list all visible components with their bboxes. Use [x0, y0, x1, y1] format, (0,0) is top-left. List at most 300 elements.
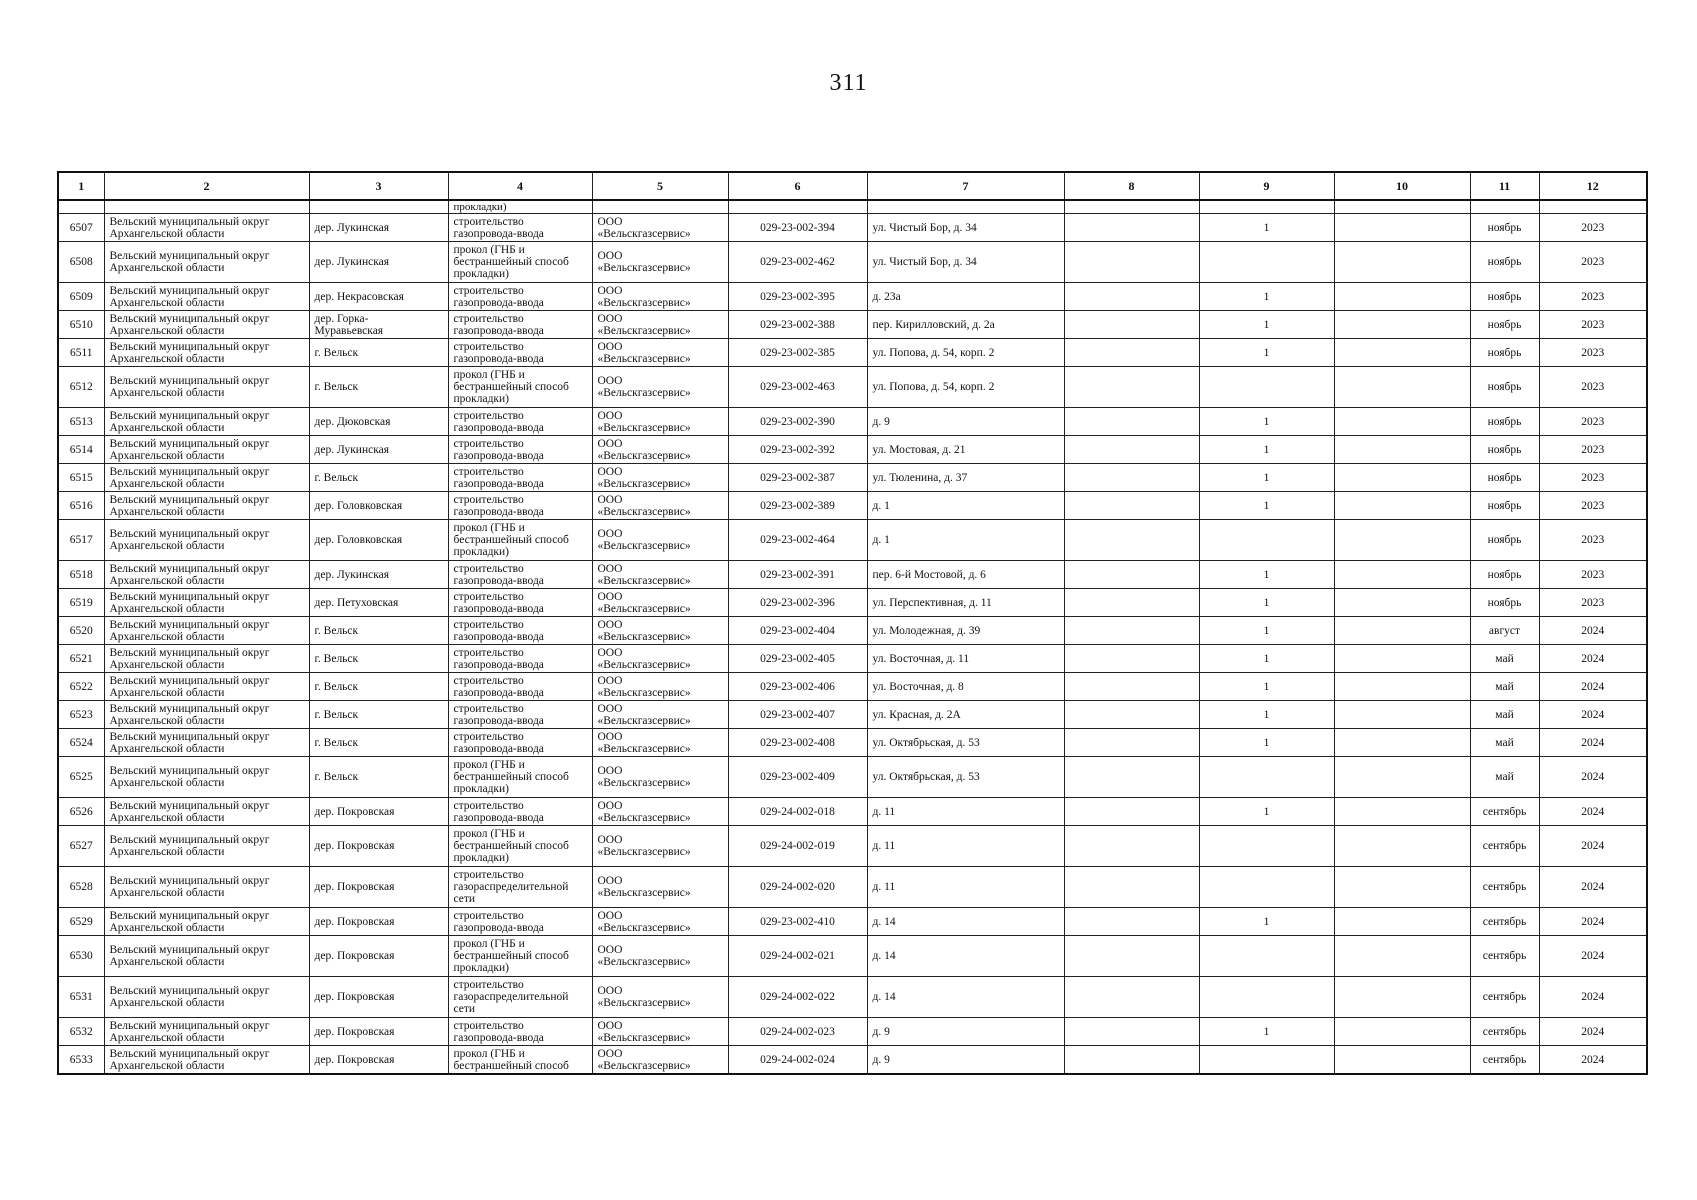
permit-number-cell: 029-24-002-024 — [728, 1046, 867, 1075]
permit-number-cell: 029-23-002-389 — [728, 492, 867, 520]
count-cell: 1 — [1199, 283, 1334, 311]
column-10-cell — [1334, 673, 1470, 701]
settlement-cell: г. Вельск — [309, 339, 448, 367]
address-cell: д. 9 — [867, 408, 1064, 436]
permit-number-cell: 029-23-002-462 — [728, 242, 867, 283]
month-cell: август — [1470, 617, 1539, 645]
row-number-cell: 6512 — [58, 367, 104, 408]
district-cell: Вельский муниципальный округ Архангельской области — [104, 936, 309, 977]
permit-number-cell: 029-23-002-387 — [728, 464, 867, 492]
table-row — [58, 520, 1647, 561]
table-row — [58, 589, 1647, 617]
column-header: 11 — [1470, 172, 1539, 200]
work-type-cell: строительство газопровода-ввода — [448, 436, 592, 464]
column-8-cell — [1064, 673, 1199, 701]
work-type-cell: прокол (ГНБ и бестраншейный способ прокладки) — [448, 757, 592, 798]
year-cell: 2024 — [1539, 798, 1647, 826]
year-cell: 2023 — [1539, 589, 1647, 617]
count-cell: 1 — [1199, 408, 1334, 436]
count-cell: 1 — [1199, 908, 1334, 936]
settlement-cell: дер. Горка- Муравьевская — [309, 311, 448, 339]
organization-cell: ООО «Вельскгазсервис» — [592, 408, 728, 436]
address-cell: д. 11 — [867, 798, 1064, 826]
column-8-cell — [1064, 283, 1199, 311]
column-8-cell — [1064, 408, 1199, 436]
district-cell: Вельский муниципальный округ Архангельской области — [104, 908, 309, 936]
table-row — [58, 729, 1647, 757]
month-cell: май — [1470, 673, 1539, 701]
table-cell — [1470, 200, 1539, 214]
organization-cell: ООО «Вельскгазсервис» — [592, 214, 728, 242]
settlement-cell: г. Вельск — [309, 464, 448, 492]
column-8-cell — [1064, 589, 1199, 617]
organization-cell: ООО «Вельскгазсервис» — [592, 561, 728, 589]
year-cell: 2024 — [1539, 673, 1647, 701]
table-row — [58, 561, 1647, 589]
month-cell: сентябрь — [1470, 1046, 1539, 1075]
table-row — [58, 673, 1647, 701]
month-cell: ноябрь — [1470, 589, 1539, 617]
count-cell: 1 — [1199, 464, 1334, 492]
work-type-cell: строительство газопровода-ввода — [448, 589, 592, 617]
column-10-cell — [1334, 617, 1470, 645]
settlement-cell: дер. Дюковская — [309, 408, 448, 436]
table-cell — [1064, 200, 1199, 214]
column-8-cell — [1064, 367, 1199, 408]
district-cell: Вельский муниципальный округ Архангельской области — [104, 561, 309, 589]
organization-cell: ООО «Вельскгазсервис» — [592, 798, 728, 826]
permit-number-cell: 029-23-002-391 — [728, 561, 867, 589]
district-cell: Вельский муниципальный округ Архангельской области — [104, 673, 309, 701]
year-cell: 2024 — [1539, 977, 1647, 1018]
table-row — [58, 283, 1647, 311]
year-cell: 2024 — [1539, 1046, 1647, 1075]
address-cell: ул. Красная, д. 2А — [867, 701, 1064, 729]
work-type-cell: строительство газопровода-ввода — [448, 492, 592, 520]
permit-number-cell: 029-23-002-385 — [728, 339, 867, 367]
column-8-cell — [1064, 464, 1199, 492]
permit-number-cell: 029-23-002-406 — [728, 673, 867, 701]
district-cell: Вельский муниципальный округ Архангельской области — [104, 520, 309, 561]
address-cell: ул. Молодежная, д. 39 — [867, 617, 1064, 645]
year-cell: 2024 — [1539, 867, 1647, 908]
column-10-cell — [1334, 826, 1470, 867]
permit-number-cell: 029-24-002-023 — [728, 1018, 867, 1046]
header-row — [58, 172, 1647, 200]
column-10-cell — [1334, 283, 1470, 311]
organization-cell: ООО «Вельскгазсервис» — [592, 464, 728, 492]
table-row — [58, 408, 1647, 436]
column-10-cell — [1334, 701, 1470, 729]
year-cell: 2024 — [1539, 908, 1647, 936]
row-number-cell: 6527 — [58, 826, 104, 867]
settlement-cell: г. Вельск — [309, 367, 448, 408]
address-cell: д. 9 — [867, 1018, 1064, 1046]
month-cell: ноябрь — [1470, 283, 1539, 311]
address-cell: д. 14 — [867, 936, 1064, 977]
permit-number-cell: 029-24-002-018 — [728, 798, 867, 826]
work-type-cell: строительство газопровода-ввода — [448, 673, 592, 701]
settlement-cell: дер. Покровская — [309, 798, 448, 826]
organization-cell: ООО «Вельскгазсервис» — [592, 826, 728, 867]
work-type-cell: строительство газопровода-ввода — [448, 729, 592, 757]
column-header: 9 — [1199, 172, 1334, 200]
organization-cell: ООО «Вельскгазсервис» — [592, 908, 728, 936]
count-cell — [1199, 242, 1334, 283]
table-row — [58, 757, 1647, 798]
count-cell: 1 — [1199, 311, 1334, 339]
permit-number-cell: 029-23-002-409 — [728, 757, 867, 798]
work-type-cell: прокол (ГНБ и бестраншейный способ прокладки) — [448, 936, 592, 977]
month-cell: ноябрь — [1470, 520, 1539, 561]
district-cell: Вельский муниципальный округ Архангельской области — [104, 977, 309, 1018]
organization-cell: ООО «Вельскгазсервис» — [592, 242, 728, 283]
count-cell: 1 — [1199, 436, 1334, 464]
year-cell: 2024 — [1539, 757, 1647, 798]
work-type-cell: строительство газопровода-ввода — [448, 701, 592, 729]
district-cell: Вельский муниципальный округ Архангельской области — [104, 589, 309, 617]
column-10-cell — [1334, 242, 1470, 283]
table-row — [58, 492, 1647, 520]
permit-number-cell: 029-23-002-394 — [728, 214, 867, 242]
column-header: 7 — [867, 172, 1064, 200]
month-cell: май — [1470, 757, 1539, 798]
column-10-cell — [1334, 867, 1470, 908]
month-cell: сентябрь — [1470, 1018, 1539, 1046]
year-cell: 2024 — [1539, 729, 1647, 757]
row-number-cell: 6529 — [58, 908, 104, 936]
count-cell: 1 — [1199, 673, 1334, 701]
address-cell: ул. Чистый Бор, д. 34 — [867, 242, 1064, 283]
settlement-cell: г. Вельск — [309, 701, 448, 729]
month-cell: сентябрь — [1470, 867, 1539, 908]
column-10-cell — [1334, 798, 1470, 826]
year-cell: 2023 — [1539, 561, 1647, 589]
district-cell: Вельский муниципальный округ Архангельской области — [104, 367, 309, 408]
permit-number-cell: 029-23-002-388 — [728, 311, 867, 339]
month-cell: ноябрь — [1470, 561, 1539, 589]
count-cell — [1199, 757, 1334, 798]
organization-cell: ООО «Вельскгазсервис» — [592, 367, 728, 408]
address-cell: ул. Восточная, д. 11 — [867, 645, 1064, 673]
table-row — [58, 826, 1647, 867]
count-cell — [1199, 936, 1334, 977]
work-type-cell: строительство газопровода-ввода — [448, 908, 592, 936]
settlement-cell: дер. Головковская — [309, 520, 448, 561]
table-cell — [867, 200, 1064, 214]
organization-cell: ООО «Вельскгазсервис» — [592, 673, 728, 701]
column-8-cell — [1064, 757, 1199, 798]
column-header: 12 — [1539, 172, 1647, 200]
district-cell: Вельский муниципальный округ Архангельской области — [104, 492, 309, 520]
settlement-cell: дер. Головковская — [309, 492, 448, 520]
settlement-cell: дер. Лукинская — [309, 561, 448, 589]
organization-cell: ООО «Вельскгазсервис» — [592, 589, 728, 617]
column-8-cell — [1064, 214, 1199, 242]
row-number-cell: 6510 — [58, 311, 104, 339]
month-cell: сентябрь — [1470, 798, 1539, 826]
column-8-cell — [1064, 492, 1199, 520]
column-8-cell — [1064, 311, 1199, 339]
address-cell: ул. Октябрьская, д. 53 — [867, 729, 1064, 757]
column-10-cell — [1334, 492, 1470, 520]
organization-cell: ООО «Вельскгазсервис» — [592, 757, 728, 798]
table-row — [58, 311, 1647, 339]
organization-cell: ООО «Вельскгазсервис» — [592, 867, 728, 908]
permit-number-cell: 029-23-002-404 — [728, 617, 867, 645]
row-number-cell: 6508 — [58, 242, 104, 283]
month-cell: ноябрь — [1470, 408, 1539, 436]
row-number-cell: 6531 — [58, 977, 104, 1018]
work-type-cell: строительство газопровода-ввода — [448, 798, 592, 826]
count-cell: 1 — [1199, 617, 1334, 645]
organization-cell: ООО «Вельскгазсервис» — [592, 1046, 728, 1075]
permit-number-cell: 029-24-002-021 — [728, 936, 867, 977]
address-cell: д. 14 — [867, 977, 1064, 1018]
count-cell — [1199, 520, 1334, 561]
table-row — [58, 436, 1647, 464]
work-type-cell: строительство газопровода-ввода — [448, 464, 592, 492]
district-cell: Вельский муниципальный округ Архангельской области — [104, 436, 309, 464]
table-row — [58, 701, 1647, 729]
settlement-cell: дер. Покровская — [309, 826, 448, 867]
address-cell: д. 1 — [867, 492, 1064, 520]
month-cell: май — [1470, 645, 1539, 673]
month-cell: ноябрь — [1470, 339, 1539, 367]
row-number-cell: 6520 — [58, 617, 104, 645]
settlement-cell: дер. Лукинская — [309, 242, 448, 283]
address-cell: д. 23а — [867, 283, 1064, 311]
settlement-cell: дер. Лукинская — [309, 436, 448, 464]
work-type-cell: прокол (ГНБ и бестраншейный способ прокладки) — [448, 367, 592, 408]
month-cell: сентябрь — [1470, 977, 1539, 1018]
table-row — [58, 367, 1647, 408]
address-cell: ул. Чистый Бор, д. 34 — [867, 214, 1064, 242]
district-cell: Вельский муниципальный округ Архангельской области — [104, 408, 309, 436]
column-10-cell — [1334, 589, 1470, 617]
table-cell — [728, 200, 867, 214]
count-cell: 1 — [1199, 729, 1334, 757]
count-cell: 1 — [1199, 561, 1334, 589]
count-cell — [1199, 867, 1334, 908]
column-8-cell — [1064, 1046, 1199, 1075]
column-10-cell — [1334, 936, 1470, 977]
table-cell — [309, 200, 448, 214]
column-8-cell — [1064, 826, 1199, 867]
settlement-cell: г. Вельск — [309, 757, 448, 798]
month-cell: сентябрь — [1470, 908, 1539, 936]
month-cell: ноябрь — [1470, 311, 1539, 339]
table-row — [58, 645, 1647, 673]
address-cell: ул. Перспективная, д. 11 — [867, 589, 1064, 617]
organization-cell: ООО «Вельскгазсервис» — [592, 936, 728, 977]
count-cell: 1 — [1199, 645, 1334, 673]
table-row — [58, 617, 1647, 645]
column-10-cell — [1334, 1046, 1470, 1075]
work-type-cell: строительство газопровода-ввода — [448, 214, 592, 242]
month-cell: ноябрь — [1470, 367, 1539, 408]
column-header: 1 — [58, 172, 104, 200]
column-10-cell — [1334, 436, 1470, 464]
table-row — [58, 464, 1647, 492]
address-cell: ул. Попова, д. 54, корп. 2 — [867, 367, 1064, 408]
year-cell: 2024 — [1539, 1018, 1647, 1046]
settlement-cell: г. Вельск — [309, 645, 448, 673]
address-cell: ул. Мостовая, д. 21 — [867, 436, 1064, 464]
row-number-cell: 6521 — [58, 645, 104, 673]
district-cell: Вельский муниципальный округ Архангельской области — [104, 283, 309, 311]
work-type-cell: строительство газопровода-ввода — [448, 645, 592, 673]
column-header: 5 — [592, 172, 728, 200]
district-cell: Вельский муниципальный округ Архангельской области — [104, 464, 309, 492]
settlement-cell: дер. Покровская — [309, 936, 448, 977]
district-cell: Вельский муниципальный округ Архангельской области — [104, 701, 309, 729]
column-10-cell — [1334, 908, 1470, 936]
continuation-row — [58, 200, 1647, 214]
row-number-cell: 6507 — [58, 214, 104, 242]
table-body — [58, 200, 1647, 1074]
row-number-cell: 6524 — [58, 729, 104, 757]
permit-number-cell: 029-23-002-463 — [728, 367, 867, 408]
work-type-cell: строительство газопровода-ввода — [448, 339, 592, 367]
row-number-cell: 6514 — [58, 436, 104, 464]
organization-cell: ООО «Вельскгазсервис» — [592, 701, 728, 729]
organization-cell: ООО «Вельскгазсервис» — [592, 283, 728, 311]
table-row — [58, 936, 1647, 977]
address-cell: д. 11 — [867, 826, 1064, 867]
count-cell: 1 — [1199, 589, 1334, 617]
district-cell: Вельский муниципальный округ Архангельской области — [104, 617, 309, 645]
district-cell: Вельский муниципальный округ Архангельской области — [104, 826, 309, 867]
permit-number-cell: 029-23-002-395 — [728, 283, 867, 311]
column-8-cell — [1064, 701, 1199, 729]
address-cell: д. 9 — [867, 1046, 1064, 1075]
permit-number-cell: 029-24-002-022 — [728, 977, 867, 1018]
address-cell: ул. Октябрьская, д. 53 — [867, 757, 1064, 798]
year-cell: 2024 — [1539, 936, 1647, 977]
row-number-cell: 6522 — [58, 673, 104, 701]
district-cell: Вельский муниципальный округ Архангельской области — [104, 1046, 309, 1075]
address-cell: д. 14 — [867, 908, 1064, 936]
permit-number-cell: 029-24-002-020 — [728, 867, 867, 908]
year-cell: 2023 — [1539, 339, 1647, 367]
work-type-cell: строительство газопровода-ввода — [448, 617, 592, 645]
permit-number-cell: 029-23-002-408 — [728, 729, 867, 757]
month-cell: май — [1470, 701, 1539, 729]
settlement-cell: г. Вельск — [309, 729, 448, 757]
column-8-cell — [1064, 1018, 1199, 1046]
table-cell — [1539, 200, 1647, 214]
column-8-cell — [1064, 645, 1199, 673]
gasification-registry-table — [57, 171, 1648, 1075]
count-cell — [1199, 1046, 1334, 1075]
work-type-cell: строительство газопровода-ввода — [448, 283, 592, 311]
row-number-cell: 6511 — [58, 339, 104, 367]
year-cell: 2023 — [1539, 283, 1647, 311]
settlement-cell: г. Вельск — [309, 617, 448, 645]
year-cell: 2024 — [1539, 826, 1647, 867]
table-cell — [1199, 200, 1334, 214]
table-row — [58, 1018, 1647, 1046]
column-10-cell — [1334, 520, 1470, 561]
permit-number-cell: 029-23-002-464 — [728, 520, 867, 561]
organization-cell: ООО «Вельскгазсервис» — [592, 1018, 728, 1046]
year-cell: 2023 — [1539, 242, 1647, 283]
row-number-cell: 6530 — [58, 936, 104, 977]
column-header: 3 — [309, 172, 448, 200]
settlement-cell: г. Вельск — [309, 673, 448, 701]
count-cell: 1 — [1199, 492, 1334, 520]
settlement-cell: дер. Покровская — [309, 1046, 448, 1075]
row-number-cell: 6509 — [58, 283, 104, 311]
work-type-cell: прокол (ГНБ и бестраншейный способ — [448, 1046, 592, 1075]
address-cell: пер. Кирилловский, д. 2а — [867, 311, 1064, 339]
column-8-cell — [1064, 936, 1199, 977]
work-type-cell: прокол (ГНБ и бестраншейный способ прокладки) — [448, 520, 592, 561]
month-cell: сентябрь — [1470, 936, 1539, 977]
column-8-cell — [1064, 867, 1199, 908]
column-header: 8 — [1064, 172, 1199, 200]
column-8-cell — [1064, 617, 1199, 645]
district-cell: Вельский муниципальный округ Архангельской области — [104, 339, 309, 367]
row-number-cell: 6523 — [58, 701, 104, 729]
work-type-cell: строительство газораспределительной сети — [448, 867, 592, 908]
work-type-cell: прокол (ГНБ и бестраншейный способ прокладки) — [448, 242, 592, 283]
table-row — [58, 242, 1647, 283]
year-cell: 2023 — [1539, 408, 1647, 436]
column-8-cell — [1064, 436, 1199, 464]
column-10-cell — [1334, 214, 1470, 242]
month-cell: ноябрь — [1470, 436, 1539, 464]
page-number: 311 — [829, 70, 868, 96]
month-cell: ноябрь — [1470, 214, 1539, 242]
settlement-cell: дер. Лукинская — [309, 214, 448, 242]
column-header: 2 — [104, 172, 309, 200]
table-row — [58, 214, 1647, 242]
settlement-cell: дер. Некрасовская — [309, 283, 448, 311]
permit-number-cell: 029-23-002-410 — [728, 908, 867, 936]
row-number-cell: 6533 — [58, 1046, 104, 1075]
row-number-cell: 6516 — [58, 492, 104, 520]
column-10-cell — [1334, 757, 1470, 798]
district-cell: Вельский муниципальный округ Архангельской области — [104, 311, 309, 339]
column-header: 10 — [1334, 172, 1470, 200]
table-cell — [592, 200, 728, 214]
address-cell: д. 1 — [867, 520, 1064, 561]
column-10-cell — [1334, 367, 1470, 408]
row-number-cell: 6515 — [58, 464, 104, 492]
year-cell: 2024 — [1539, 645, 1647, 673]
address-cell: пер. 6-й Мостовой, д. 6 — [867, 561, 1064, 589]
organization-cell: ООО «Вельскгазсервис» — [592, 520, 728, 561]
month-cell: ноябрь — [1470, 492, 1539, 520]
organization-cell: ООО «Вельскгазсервис» — [592, 339, 728, 367]
column-10-cell — [1334, 561, 1470, 589]
column-10-cell — [1334, 1018, 1470, 1046]
year-cell: 2023 — [1539, 214, 1647, 242]
month-cell: ноябрь — [1470, 464, 1539, 492]
count-cell: 1 — [1199, 798, 1334, 826]
address-cell: д. 11 — [867, 867, 1064, 908]
row-number-cell: 6517 — [58, 520, 104, 561]
organization-cell: ООО «Вельскгазсервис» — [592, 311, 728, 339]
permit-number-cell: 029-24-002-019 — [728, 826, 867, 867]
work-type-cell: строительство газопровода-ввода — [448, 561, 592, 589]
row-number-cell: 6528 — [58, 867, 104, 908]
table-row — [58, 798, 1647, 826]
district-cell: Вельский муниципальный округ Архангельской области — [104, 757, 309, 798]
table-row — [58, 867, 1647, 908]
